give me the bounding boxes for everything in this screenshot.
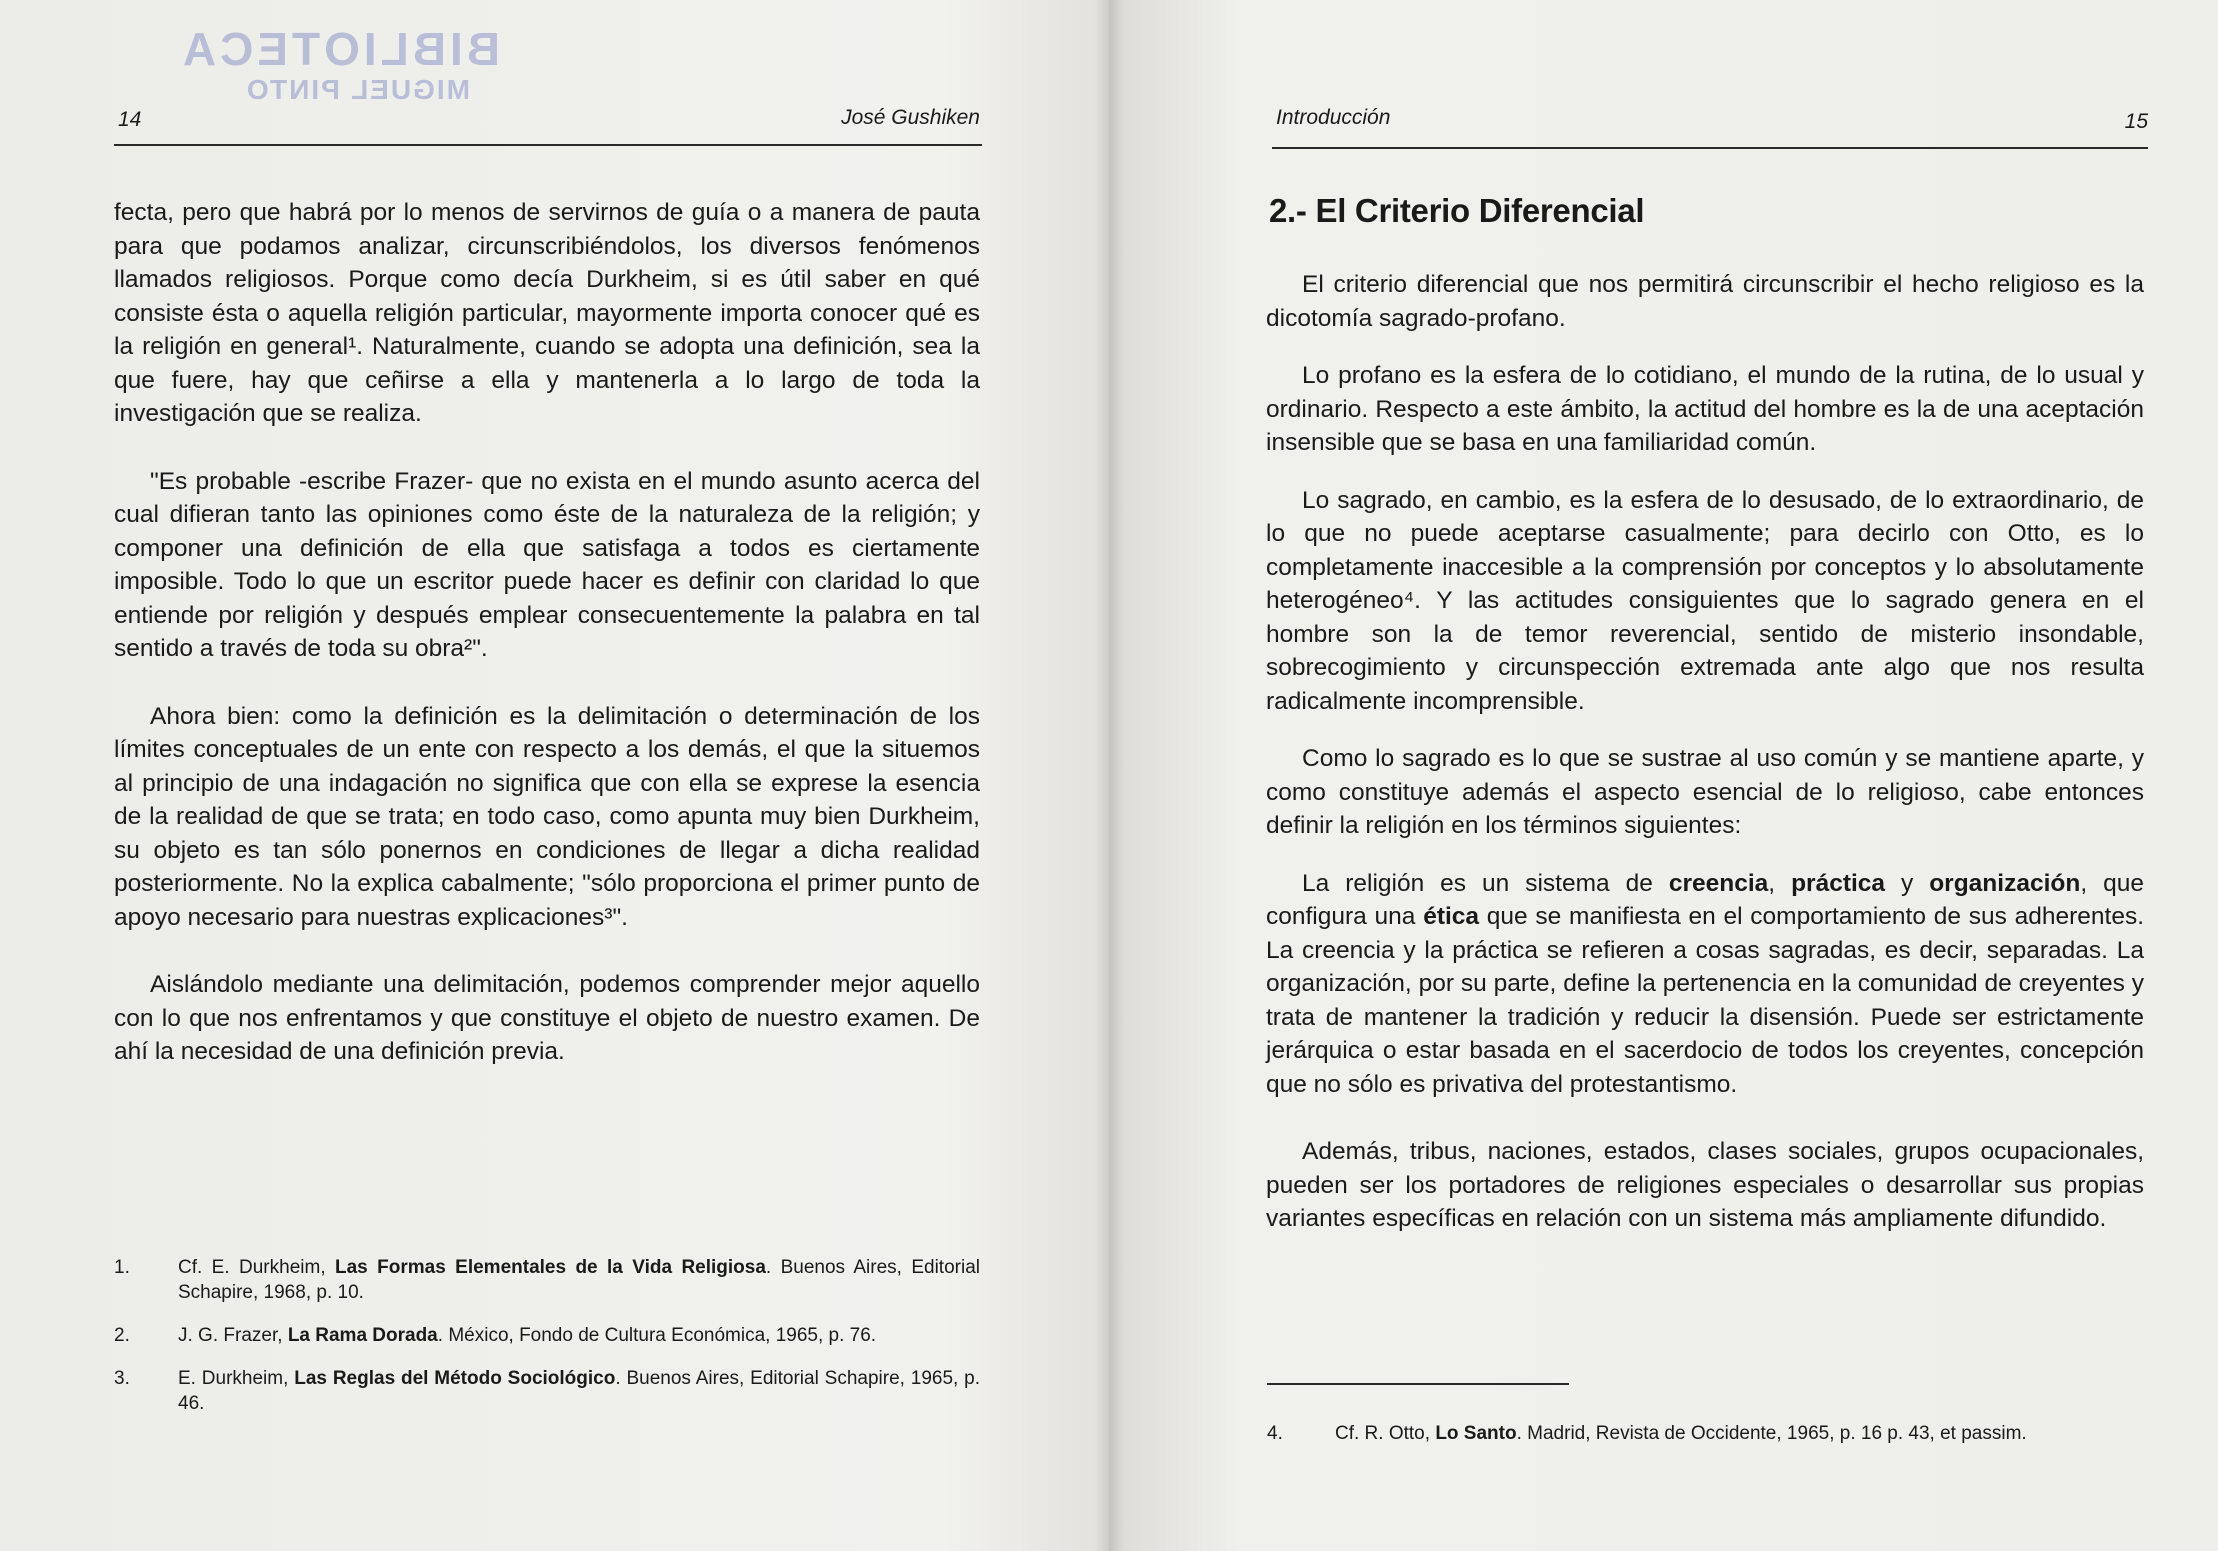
footnote-title: Lo Santo (1435, 1423, 1517, 1444)
term-practica: práctica (1791, 869, 1886, 897)
footnote: 4. Cf. R. Otto, Lo Santo. Madrid, Revista de Occidente, 1965, p. 16 p. 43, et passim. (1267, 1423, 2027, 1444)
paragraph: Además, tribus, naciones, estados, clases sociales, grupos ocupacionales, pueden ser los portadores de religiones especiales o desarrollar sus propias variantes específicas en relación con un sistema más ampliamente difundido. (1266, 1138, 2144, 1232)
paragraph: Aislándolo mediante una delimitación, podemos comprender mejor aquello con lo que nos enfrentamos y que constituye el objeto de nuestro examen. De ahí la necesidad de una definición previa. (114, 971, 980, 1065)
term-etica: ética (1423, 903, 1480, 930)
section-title: 2.- El Criterio Diferencial (1269, 192, 1645, 229)
page-number-left: 14 (118, 108, 142, 131)
book-gutter (1095, 0, 1125, 1551)
footnote-rule (1267, 1383, 1569, 1385)
running-head-left: José Gushiken (841, 106, 980, 129)
paragraph: Como lo sagrado es lo que se sustrae al uso común y se mantiene aparte, y como constituye además el aspecto esencial de lo religioso, cabe entonces definir la religión en los términos siguientes: (1266, 745, 2144, 839)
right-page (1109, 0, 2218, 1551)
header-rule-left (114, 144, 982, 146)
footnote-title: Las Reglas del Método Sociológico (294, 1368, 616, 1389)
paragraph: Lo profano es la esfera de lo cotidiano, el mundo de la rutina, de lo usual y ordinario. Respecto a este ámbito, la actitud del hombre es la de una aceptación insensible que se basa en una familiaridad común. (1266, 362, 2144, 456)
footnotes-right (1267, 1421, 2143, 1464)
left-body (114, 196, 980, 1069)
header-rule-right (1272, 147, 2148, 149)
footnote-title: La Rama Dorada (287, 1325, 438, 1346)
paragraph: Lo sagrado, en cambio, es la esfera de lo desusado, de lo extraordinario, de lo que no puede aceptarse casualmente; para decirlo con Otto, es lo completamente inaccesible a la comprensión por conceptos y lo absolutamente heterogéneo⁴. Y las actitudes consiguientes que lo sagrado genera en el hombre son la de temor reverencial, sentido de misterio insondable, sobrecogimiento y circunspección extremada ante algo que nos resulta radicalmente incomprensible. (1266, 486, 2144, 715)
paragraph-quote-frazer: "Es probable -escribe Frazer- que no exista en el mundo asunto acerca del cual difieran tanto las opiniones como éste de la naturaleza de la religión; y componer una definición de ella que satisfaga a todos es ciertamente imposible. Todo lo que un escritor puede hacer es definir con claridad lo que entiende por religión y después emplear consecuentemente la palabra en tal sentido a través de toda su obra²". (114, 467, 980, 662)
term-organizacion: organización (1929, 869, 2081, 897)
library-stamp: BIBLIOTECA MIGUEL PINTO (178, 23, 500, 105)
page-number-right: 15 (2124, 110, 2148, 133)
paragraph: El criterio diferencial que nos permitirá circunscribir el hecho religioso es la dicotomía sagrado-profano. (1266, 271, 2144, 332)
footnote: 3. E. Durkheim, Las Reglas del Método Sociológico. Buenos Aires, Editorial Schapire, 1965, p. 46. (114, 1368, 981, 1414)
running-head-right: Introducción (1276, 106, 1391, 129)
footnote: 1. Cf. E. Durkheim, Las Formas Elementales de la Vida Religiosa. Buenos Aires, Editorial Schapire, 1968, p. 10. (114, 1257, 980, 1303)
footnote-title: Las Formas Elementales de la Vida Religiosa (335, 1257, 766, 1278)
definition-paragraph: La religión es un sistema de creencia, práctica y organización, que configura una ética que se manifiesta en el comportamiento de sus adherentes. La creencia y la práctica se refieren a cosas sagradas, es decir, separadas. La organización, por su parte, define la pertenencia en la comunidad de creyentes y trata de mantener la tradición y reducir la disensión. Puede ser estrictamente jerárquica o estar basada en el sacerdocio de todos los creyentes, concepción que no sólo es privativa del protestantismo. (1266, 869, 2144, 1098)
paragraph: Ahora bien: como la definición es la delimitación o determinación de los límites conceptuales de un ente con respecto a los demás, el que la situemos al principio de una indagación no significa que con ella se exprese la esencia de la realidad de que se trata; en todo caso, como apunta muy bien Durkheim, su objeto es tan sólo ponernos en condiciones de llegar a dicha realidad posteriormente. No la explica cabalmente; "sólo proporciona el primer punto de apoyo necesario para nuestras explicaciones³". (114, 702, 980, 931)
term-creencia: creencia (1668, 869, 1769, 897)
right-body (1266, 268, 2144, 1236)
paragraph: fecta, pero que habrá por lo menos de servirnos de guía o a manera de pauta para que podamos analizar, circunscribiéndolos, los diversos fenómenos llamados religiosos. Porque como decía Durkheim, si es útil saber en qué consiste ésta o aquella religión particular, mayormente importa conocer qué es la religión en general¹. Naturalmente, cuando se adopta una definición, sea la que fuere, hay que ceñirse a ella y mantenerla a lo largo de toda la investigación que se realiza. (114, 199, 980, 427)
footnote: 2. J. G. Frazer, La Rama Dorada. México, Fondo de Cultura Económica, 1965, p. 76. (114, 1325, 877, 1346)
footnotes-left (114, 1255, 980, 1434)
